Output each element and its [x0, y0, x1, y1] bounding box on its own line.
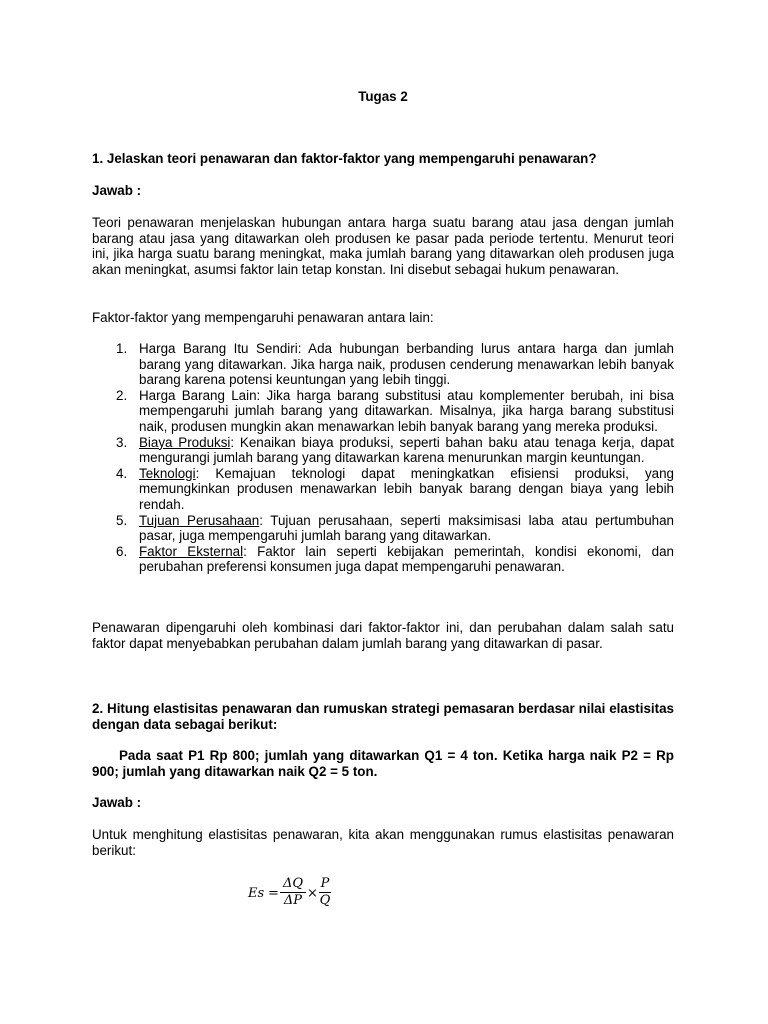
factor-name: Teknologi	[139, 465, 196, 481]
answer-1-paragraph-3: Penawaran dipengaruhi oleh kombinasi dari faktor-faktor ini, dan perubahan dalam salah satu faktor dapat menyebabkan perubahan dalam jumlah barang yang ditawarkan di pasar.	[92, 620, 674, 651]
ratio-fraction	[318, 876, 332, 909]
list-item-number: 2.	[116, 387, 128, 403]
answer-1-paragraph-1: Teori penawaran menjelaskan hubungan antara harga suatu barang atau jasa dengan jumlah barang atau jasa yang ditawarkan oleh produsen ke pasar pada periode tertentu. Menurut teori ini, jika harga suatu barang meningkat, maka jumlah barang yang ditawarkan oleh produsen juga akan meningkat, asumsi faktor lain tetap konstan. Ini disebut sebagai hukum penawaran.	[92, 215, 674, 277]
list-item-number: 3.	[116, 434, 128, 450]
factor-description: : Ada hubungan berbanding lurus antara harga dan jumlah barang yang ditawarkan. Jika harga naik, produsen cenderung menawarkan lebih banyak barang karena potensi keuntungan yang lebih tinggi.	[139, 341, 674, 388]
list-item-number: 6.	[116, 543, 128, 559]
answer-2-paragraph: Untuk menghitung elastisitas penawaran, kita akan menggunakan rumus elastisitas penawaran berikut:	[92, 827, 674, 858]
answer-1-paragraph-2: Faktor-faktor yang mempengaruhi penawaran antara lain:	[92, 310, 434, 325]
factor-name: Tujuan Perusahaan	[139, 512, 260, 528]
list-item	[92, 513, 674, 544]
factor-name: Biaya Produksi	[139, 434, 231, 450]
formula-times: ×	[307, 886, 318, 901]
factor-description: : Kenaikan biaya produksi, seperti bahan baku atau tenaga kerja, dapat mengurangi jumlah barang yang ditawarkan karena menurunkan margin keuntungan.	[139, 434, 674, 466]
elasticity-formula	[248, 876, 348, 912]
answer-label-2: Jawab :	[92, 795, 142, 810]
factor-description: : Jika harga barang substitusi atau komplementer berubah, ini bisa mempengaruhi jumlah barang yang ditawarkan. Misalnya, jika harga barang substitusi naik, produsen mungkin akan menawarkan lebih banyak barang yang mereka produksi.	[139, 387, 674, 434]
document-title: Tugas 2	[358, 89, 408, 104]
factor-name: Harga Barang Itu Sendiri	[139, 341, 298, 356]
list-item	[92, 388, 674, 435]
list-item-number: 4.	[116, 465, 128, 481]
fraction-numerator: P	[320, 876, 330, 891]
fraction-denominator: ΔP	[283, 893, 303, 908]
factor-description: : Kemajuan teknologi dapat meningkatkan efisiensi produksi, yang memungkinkan produsen menawarkan lebih banyak barang dengan biaya yang lebih rendah.	[139, 465, 674, 512]
factor-description: : Faktor lain seperti kebijakan pemerintah, kondisi ekonomi, dan perubahan preferensi konsumen juga dapat mempengaruhi penawaran.	[139, 543, 674, 575]
list-item	[92, 341, 674, 388]
list-item	[92, 544, 674, 575]
formula-equals: =	[268, 886, 279, 901]
factor-list	[92, 341, 674, 575]
factor-name: Harga Barang Lain	[139, 387, 257, 403]
fraction-numerator: ΔQ	[282, 876, 304, 891]
question-2-data: Pada saat P1 Rp 800; jumlah yang ditawarkan Q1 = 4 ton. Ketika harga naik P2 = Rp 900; jumlah yang ditawarkan naik Q2 = 5 ton.	[92, 748, 674, 779]
fraction-denominator: Q	[319, 893, 331, 908]
list-item-number: 1.	[116, 341, 128, 356]
list-item	[92, 435, 674, 466]
list-item	[92, 466, 674, 513]
factor-name: Faktor Eksternal	[139, 543, 244, 559]
list-item-number: 5.	[116, 512, 128, 528]
question-1: 1. Jelaskan teori penawaran dan faktor-faktor yang mempengaruhi penawaran?	[92, 151, 597, 166]
delta-fraction	[279, 876, 307, 909]
question-2: 2. Hitung elastisitas penawaran dan rumuskan strategi pemasaran berdasar nilai elastisitas dengan data sebagai berikut:	[92, 701, 674, 732]
answer-label-1: Jawab :	[92, 183, 142, 198]
factor-description: : Tujuan perusahaan, seperti maksimisasi laba atau pertumbuhan pasar, juga mempengaruhi jumlah barang yang ditawarkan.	[139, 512, 674, 544]
formula-lhs: Es	[248, 886, 265, 901]
